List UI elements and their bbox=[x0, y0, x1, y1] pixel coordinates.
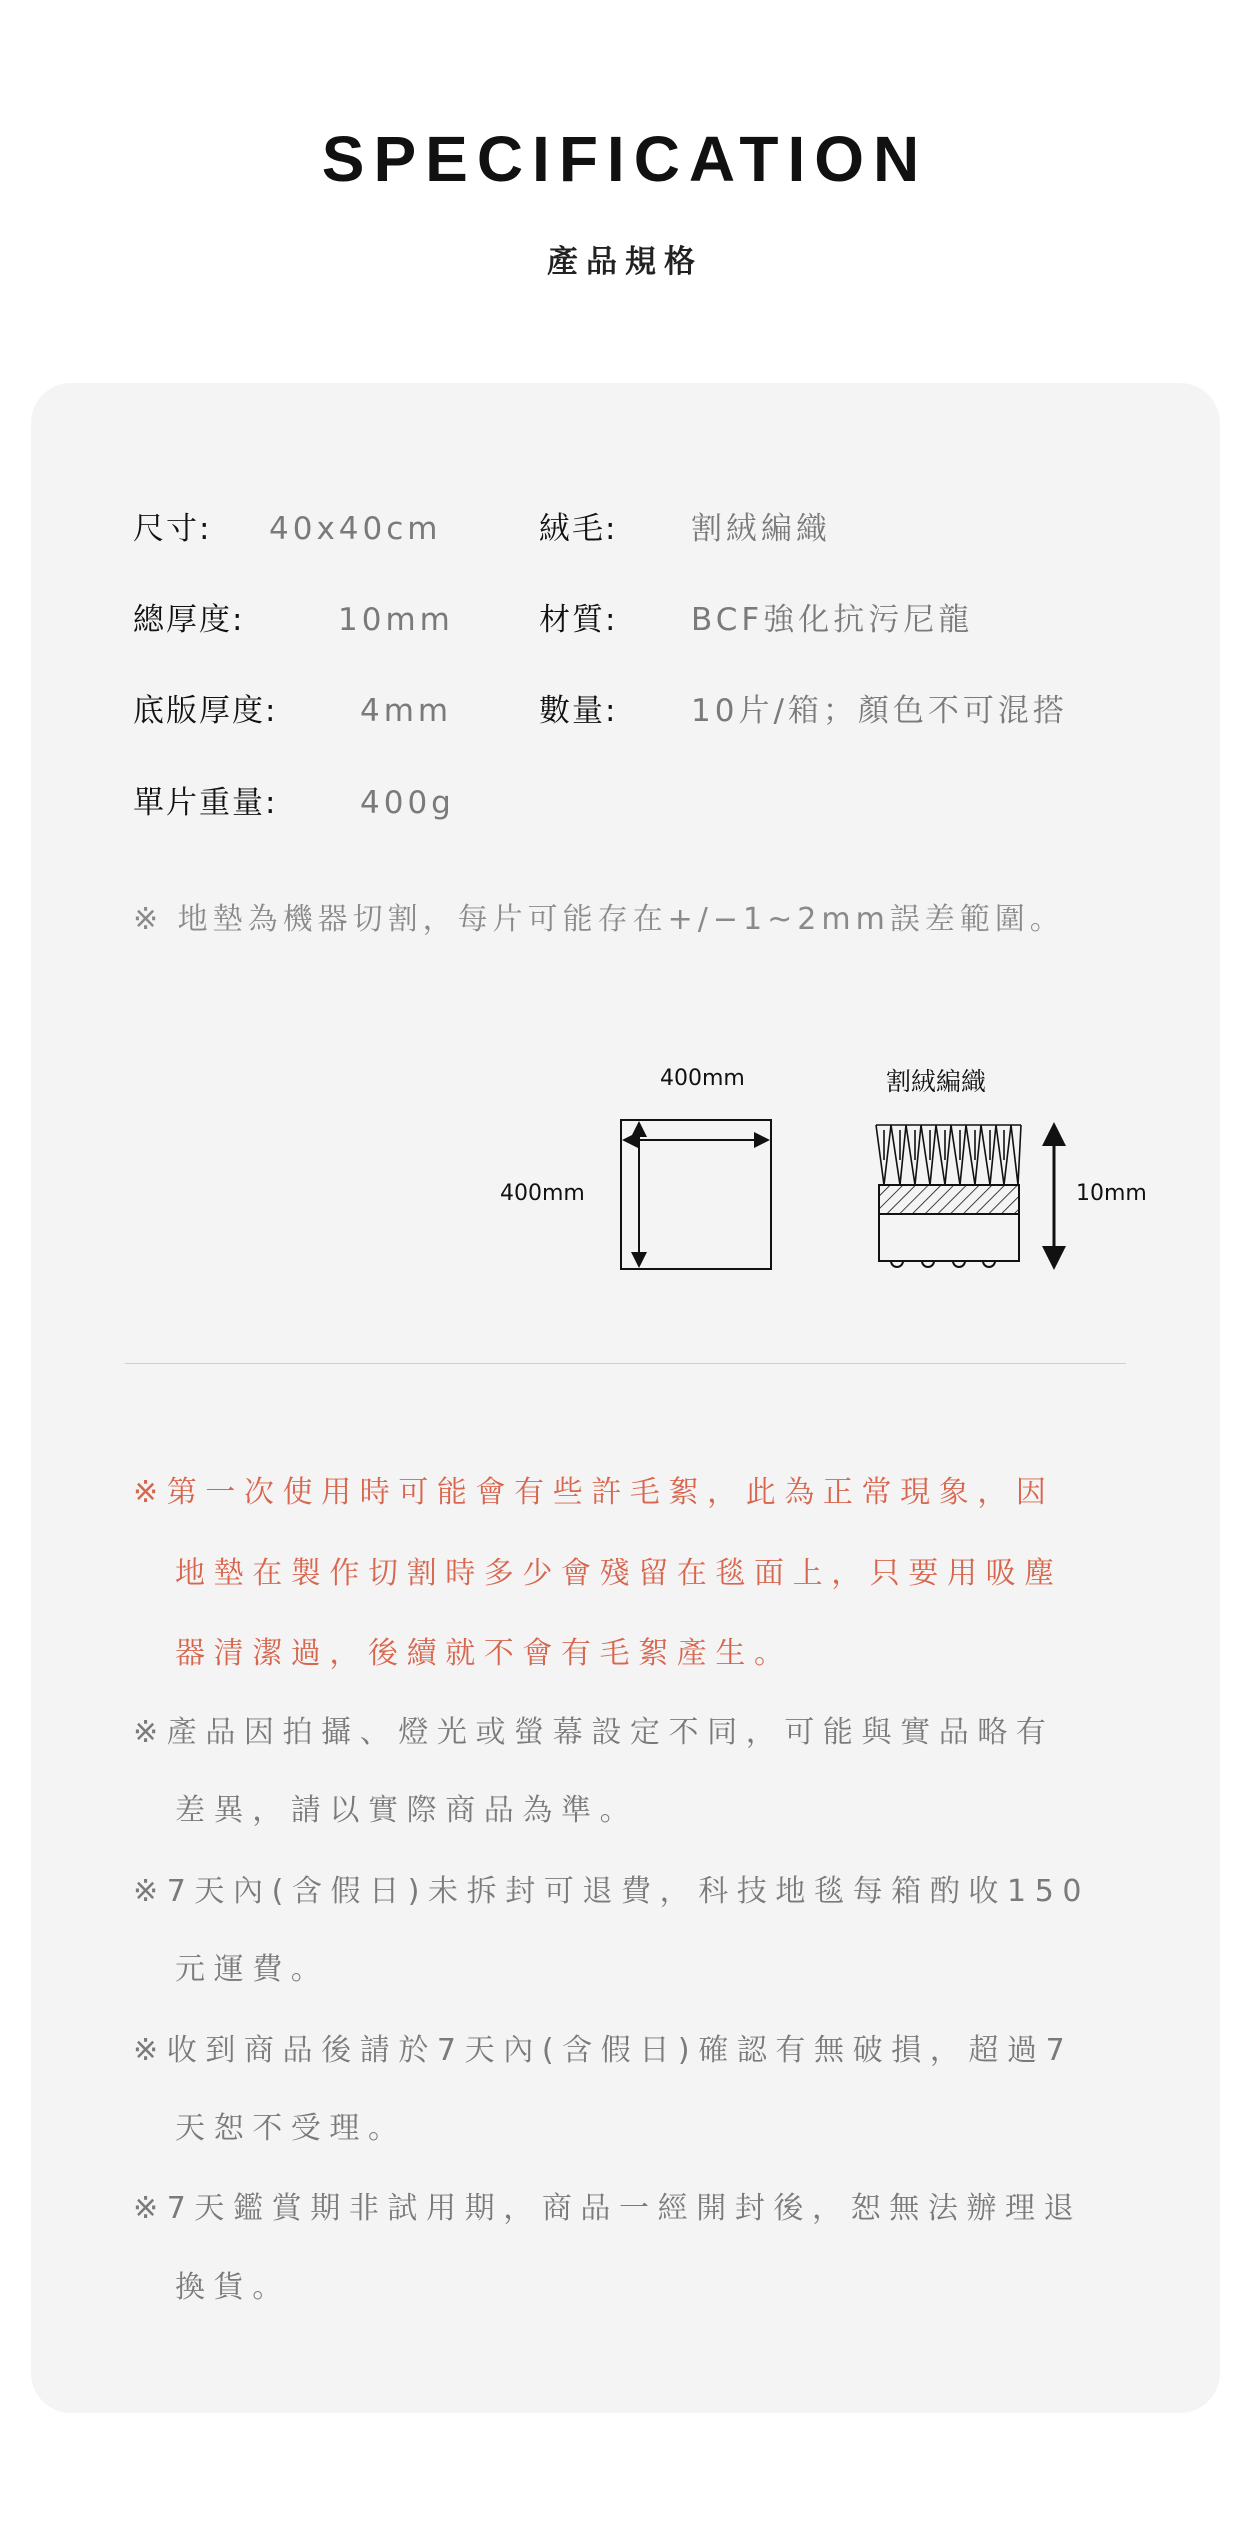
thickness-label: 總厚度: bbox=[133, 602, 245, 638]
pile-label: 絨毛: bbox=[539, 511, 618, 547]
note-line: 換貨。 bbox=[175, 2270, 291, 2305]
note-line: ※收到商品後請於7天內(含假日)確認有無破損，超過7 bbox=[133, 2033, 1074, 2068]
material-value: BCF強化抗污尼龍 bbox=[691, 602, 974, 638]
quantity-label: 數量: bbox=[539, 693, 618, 729]
note-line: 天恕不受理。 bbox=[175, 2111, 407, 2146]
thickness-dimension-label: 10mm bbox=[1076, 1181, 1147, 1206]
pile-cross-section bbox=[876, 1125, 1021, 1267]
note-line: 差異，請以實際商品為準。 bbox=[175, 1793, 639, 1828]
size-value: 40x40cm bbox=[269, 511, 442, 547]
material-label: 材質: bbox=[539, 602, 618, 638]
pile-value: 割絨編織 bbox=[691, 511, 831, 547]
pile-type-label: 割絨編織 bbox=[886, 1067, 987, 1096]
height-dimension-label: 400mm bbox=[500, 1181, 585, 1206]
thickness-value: 10mm bbox=[338, 602, 454, 638]
base-thickness-label: 底版厚度: bbox=[133, 693, 278, 729]
page-subtitle: 產品規格 bbox=[547, 244, 703, 280]
note-line: 元運費。 bbox=[175, 1952, 330, 1987]
page-title: SPECIFICATION bbox=[321, 123, 929, 195]
width-dimension-label: 400mm bbox=[660, 1066, 745, 1091]
note-line: ※7天內(含假日)未拆封可退費，科技地毯每箱酌收150 bbox=[133, 1874, 1091, 1909]
weight-label: 單片重量: bbox=[133, 785, 278, 821]
highlight-note-line: ※第一次使用時可能會有些許毛絮，此為正常現象，因 bbox=[133, 1475, 1055, 1510]
highlight-note-line: 地墊在製作切割時多少會殘留在毯面上，只要用吸塵 bbox=[175, 1556, 1063, 1591]
square-mat-outline bbox=[621, 1120, 771, 1269]
weight-value: 400g bbox=[360, 785, 455, 821]
base-thickness-value: 4mm bbox=[360, 693, 453, 729]
size-label: 尺寸: bbox=[133, 511, 212, 547]
tolerance-note: ※ 地墊為機器切割，每片可能存在+/−1~2mm誤差範圍。 bbox=[133, 902, 1065, 937]
note-line: ※7天鑑賞期非試用期，商品一經開封後，恕無法辦理退 bbox=[133, 2191, 1083, 2226]
quantity-value: 10片/箱；顏色不可混搭 bbox=[691, 693, 1068, 729]
note-line: ※產品因拍攝、燈光或螢幕設定不同，可能與實品略有 bbox=[133, 1715, 1055, 1750]
highlight-note-line: 器清潔過，後續就不會有毛絮產生。 bbox=[175, 1636, 793, 1671]
section-divider bbox=[125, 1363, 1126, 1364]
